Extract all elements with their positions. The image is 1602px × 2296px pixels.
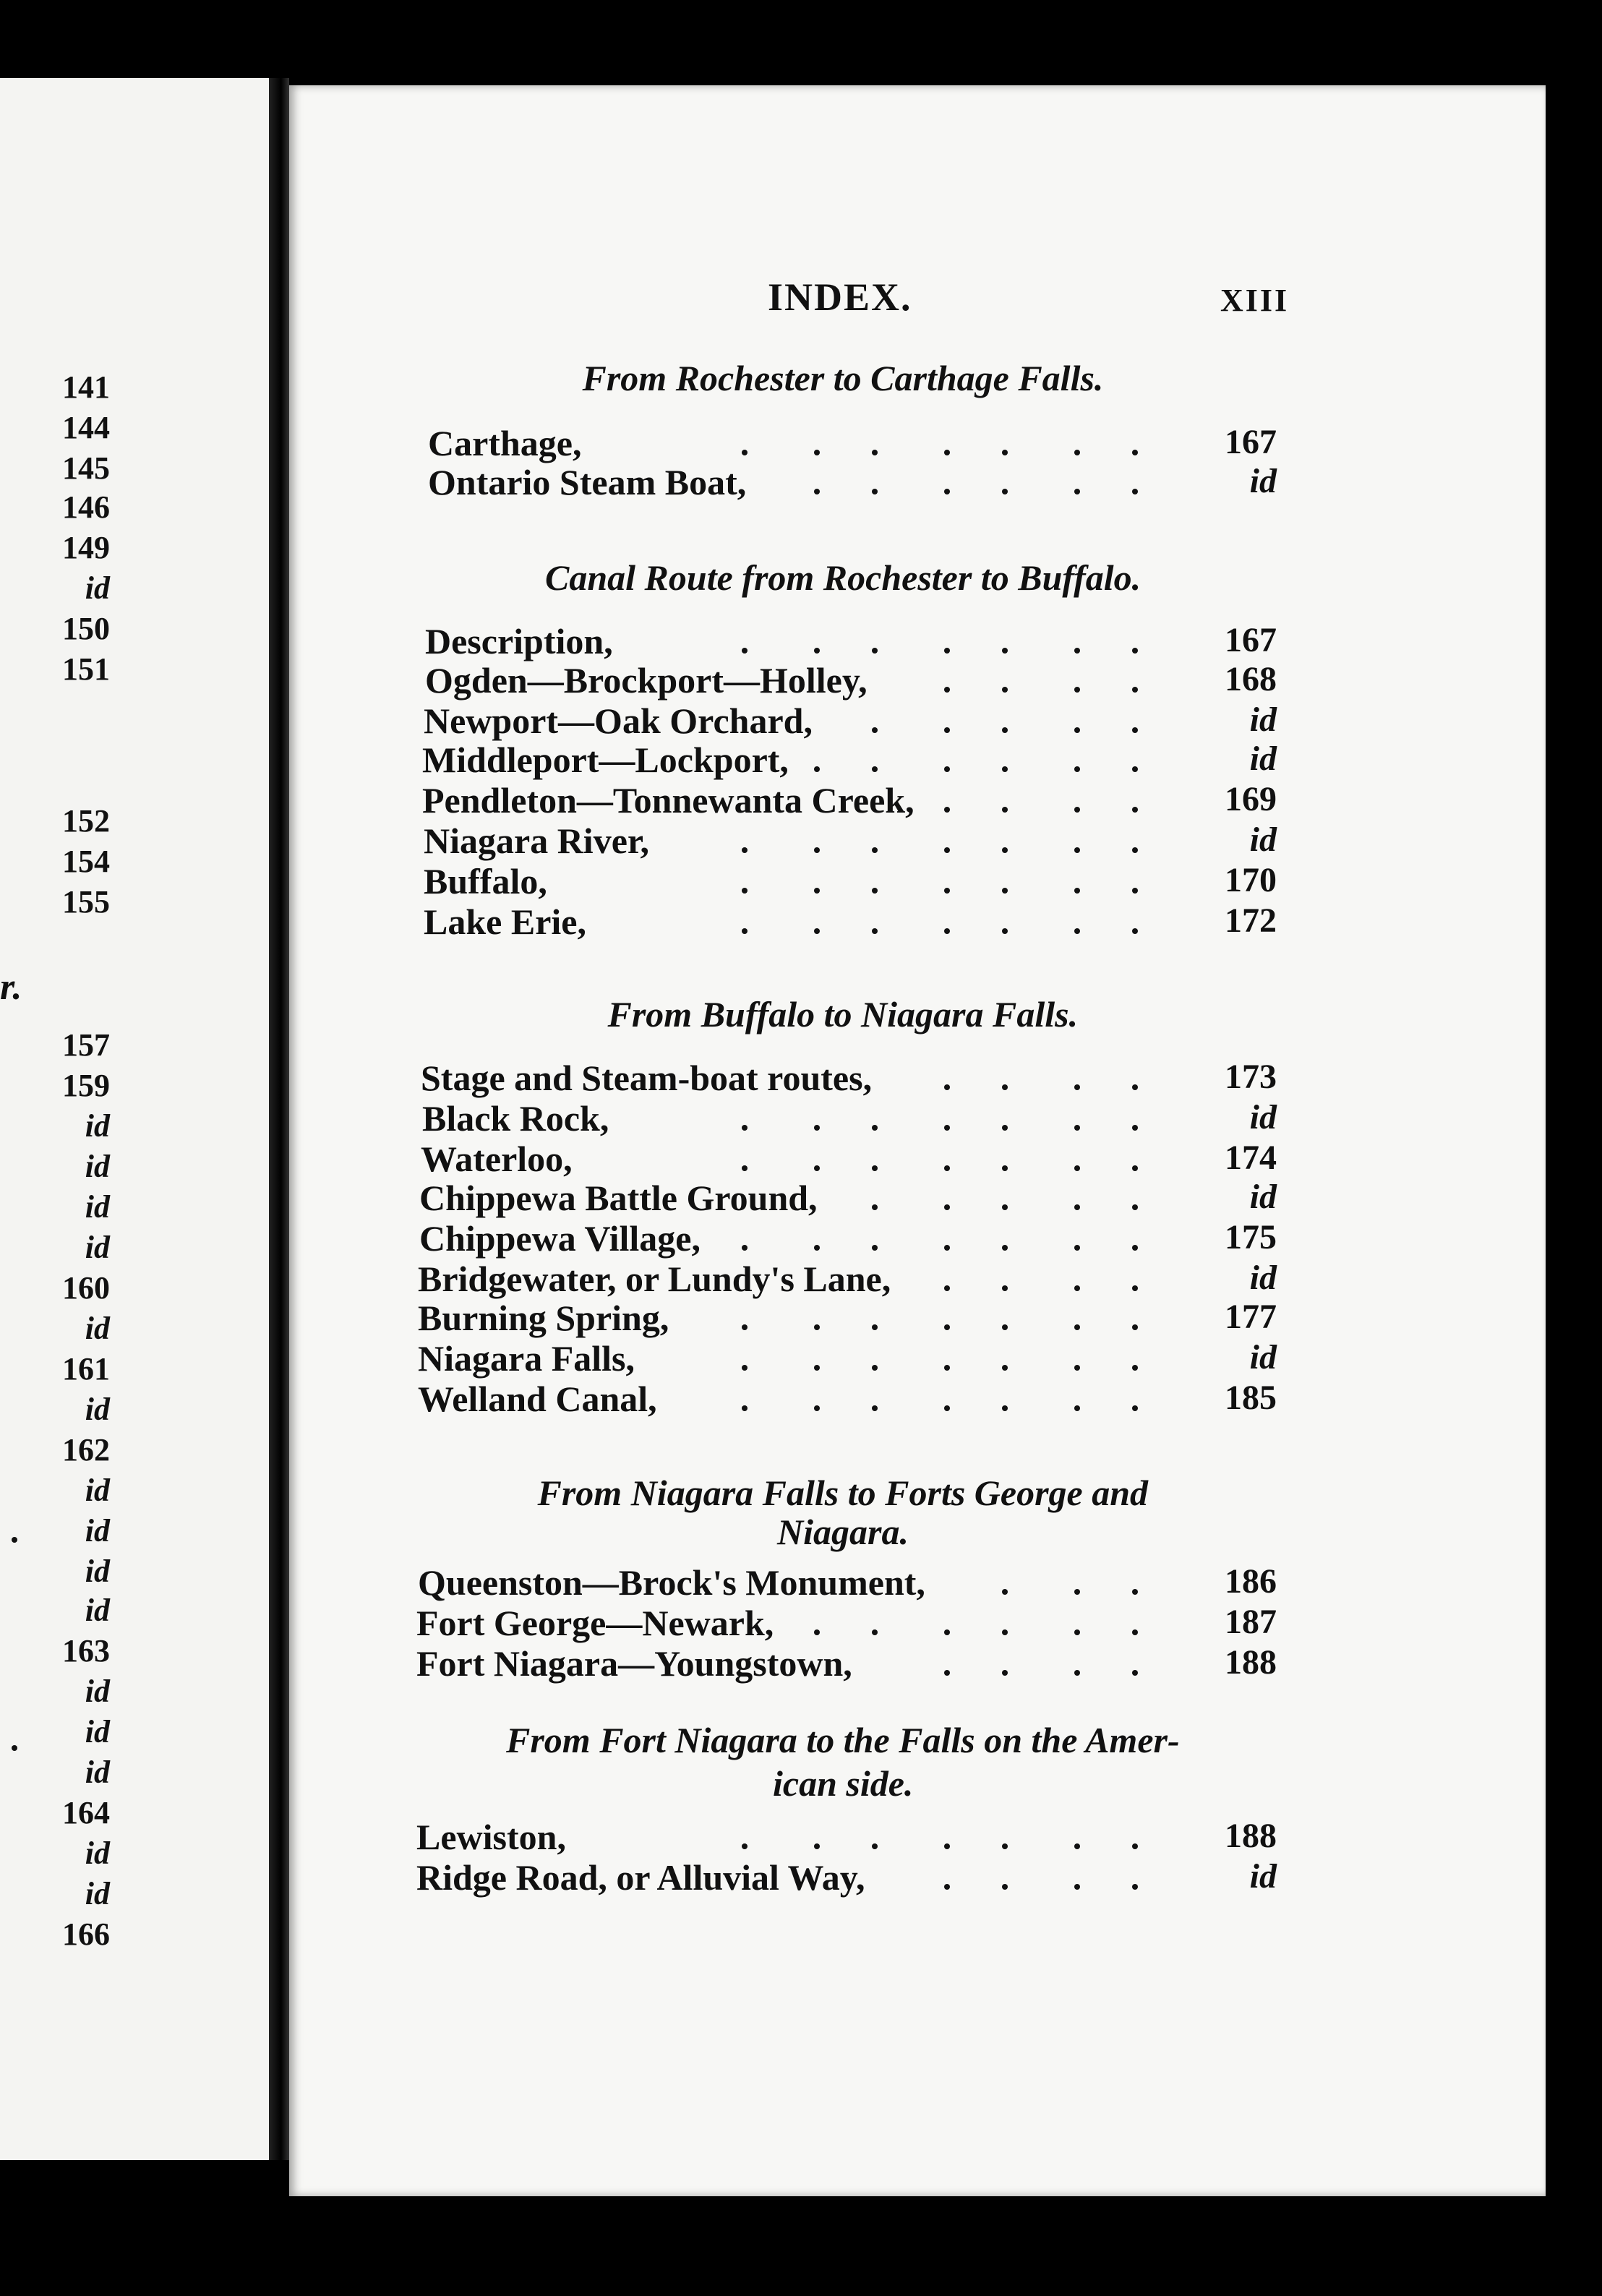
index-entry-page: id: [1249, 701, 1277, 739]
leader-dot: [1132, 1204, 1138, 1210]
index-entry-page: 188: [1225, 1643, 1277, 1682]
leader-dot: [1002, 1629, 1008, 1635]
leader-dot: [872, 1405, 878, 1411]
leader-dot: [1132, 888, 1138, 894]
leader-dot: [1132, 648, 1138, 654]
index-entry-label: Niagara Falls,: [418, 1338, 635, 1379]
left-page-number: 154: [62, 844, 110, 879]
leader-dot: [1132, 1165, 1138, 1171]
leader-dot: [1074, 928, 1080, 934]
leader-dot: [1002, 807, 1008, 813]
running-head: INDEX.: [768, 275, 912, 319]
leader-dot: [1074, 648, 1080, 654]
leader-dot: [1074, 1125, 1080, 1131]
leader-dot: [1074, 687, 1080, 693]
leader-dot: [872, 847, 878, 853]
index-entry-page: 167: [1225, 423, 1277, 461]
leader-dot: [944, 489, 950, 494]
left-page-number: id: [85, 1593, 110, 1628]
leader-dot: [872, 1245, 878, 1251]
leader-dot: [1074, 766, 1080, 772]
leader-dot: [1002, 1084, 1008, 1090]
left-page-number: id: [85, 1108, 110, 1144]
left-page-number: 144: [62, 410, 110, 445]
index-entry-page: id: [1249, 1338, 1277, 1376]
index-entry-label: Chippewa Battle Ground,: [419, 1178, 818, 1218]
leader-dot: [1074, 1204, 1080, 1210]
index-entry-label: Lewiston,: [416, 1817, 566, 1857]
leader-dot: [1002, 1245, 1008, 1251]
section-title: From Buffalo to Niagara Falls.: [607, 994, 1079, 1035]
left-page-number: 145: [62, 450, 110, 486]
left-page-number: 151: [62, 651, 110, 687]
index-entry-page: 172: [1225, 901, 1277, 940]
left-page-number: 141: [62, 369, 110, 405]
left-page-number: 155: [62, 884, 110, 920]
leader-dot: [944, 1405, 950, 1411]
leader-dot: [1074, 1324, 1080, 1330]
left-page-number: id: [85, 1876, 110, 1911]
leader-dot: [814, 1629, 820, 1635]
leader-dot: [814, 928, 820, 934]
leader-dot: [814, 847, 820, 853]
leader-dot: [944, 648, 950, 654]
left-page-number: 166: [62, 1916, 110, 1952]
left-page-number: id: [85, 1189, 110, 1225]
left-page-number: id: [85, 1755, 110, 1790]
leader-dot: [814, 888, 820, 894]
leader-dot: [814, 1165, 820, 1171]
index-entry-page: 170: [1225, 861, 1277, 899]
index-entry-page: 177: [1225, 1298, 1277, 1336]
leader-dot: [944, 727, 950, 733]
leader-dot: [944, 807, 950, 813]
leader-dot: [1074, 888, 1080, 894]
index-entry-page: 167: [1225, 621, 1277, 659]
left-page-number: 163: [62, 1633, 110, 1669]
index-entry-label: Waterloo,: [421, 1139, 573, 1179]
index-entry-label: Bridgewater, or Lundy's Lane,: [418, 1259, 891, 1299]
leader-dot: [1074, 1165, 1080, 1171]
section-title: From Rochester to Carthage Falls.: [582, 358, 1104, 398]
leader-dot: [1002, 766, 1008, 772]
leader-dot: [814, 1405, 820, 1411]
leader-dot: [814, 1365, 820, 1371]
leader-dot: [1132, 1670, 1138, 1676]
leader-dot: [944, 766, 950, 772]
leader-dot: [742, 1245, 748, 1251]
leader-dot: [1002, 1405, 1008, 1411]
page-folio: XIII: [1220, 283, 1290, 318]
leader-dot: [1132, 1843, 1138, 1849]
left-page-number: 152: [62, 803, 110, 839]
leader-dot: [1002, 1365, 1008, 1371]
leader-dot: [944, 450, 950, 455]
leader-dot: [1074, 1843, 1080, 1849]
left-page-number: id: [85, 1230, 110, 1265]
left-page-number: id: [85, 1714, 110, 1749]
leader-dot: [1002, 888, 1008, 894]
index-entry-label: Newport—Oak Orchard,: [424, 701, 813, 741]
left-page-number: id: [85, 1473, 110, 1508]
leader-dot: [1002, 1589, 1008, 1595]
leader-dot: [1132, 1084, 1138, 1090]
left-page-number: id: [85, 1835, 110, 1871]
left-page-number: 162: [62, 1432, 110, 1468]
leader-dot: [814, 1843, 820, 1849]
leader-dot: [872, 450, 878, 455]
left-page-number: 157: [62, 1027, 110, 1063]
leader-dot: [1132, 1285, 1138, 1291]
section-title: Niagara.: [777, 1512, 909, 1552]
left-page-number: 150: [62, 611, 110, 646]
leader-dot: [944, 1843, 950, 1849]
leader-dot: [742, 1165, 748, 1171]
leader-dot: [1132, 928, 1138, 934]
leader-dot: [944, 1285, 950, 1291]
left-page-number: id: [85, 1554, 110, 1589]
leader-dot: [872, 489, 878, 494]
leader-dot: [1132, 687, 1138, 693]
leader-dot: [814, 1245, 820, 1251]
index-entry-label: Burning Spring,: [418, 1298, 669, 1338]
leader-dot: [1132, 1365, 1138, 1371]
section-title: From Fort Niagara to the Falls on the Amer-: [506, 1720, 1180, 1760]
leader-dot: [944, 1670, 950, 1676]
leader-dot: [814, 1125, 820, 1131]
leader-dot: [1074, 450, 1080, 455]
section-title: Canal Route from Rochester to Buffalo.: [545, 557, 1141, 598]
leader-dot: [872, 1125, 878, 1131]
leader-dot: [1074, 1884, 1080, 1890]
left-page-number: id: [85, 570, 110, 606]
leader-dot: [944, 847, 950, 853]
index-entry-label: Chippewa Village,: [419, 1218, 701, 1259]
leader-dot: [742, 847, 748, 853]
index-entry-page: 175: [1225, 1218, 1277, 1256]
index-entry-page: id: [1249, 1098, 1277, 1136]
left-page-number: id: [85, 1674, 110, 1709]
left-page-number: 161: [62, 1351, 110, 1387]
leader-dot: [1074, 1365, 1080, 1371]
left-page-number: 149: [62, 530, 110, 565]
leader-dot: [742, 1125, 748, 1131]
leader-dot: [944, 1165, 950, 1171]
index-entry-label: Carthage,: [428, 423, 582, 463]
leader-dot: [1002, 1204, 1008, 1210]
leader-dot: [1132, 1405, 1138, 1411]
leader-dot: [1002, 1324, 1008, 1330]
leader-dot: [1132, 1589, 1138, 1595]
index-entry-label: Pendleton—Tonnewanta Creek,: [422, 780, 914, 821]
index-entry-label: Ogden—Brockport—Holley,: [425, 660, 868, 701]
leader-dot: [1132, 1245, 1138, 1251]
index-entry-page: 168: [1225, 660, 1277, 698]
index-entry-label: Welland Canal,: [418, 1379, 657, 1419]
leader-dot: [1074, 1285, 1080, 1291]
leader-dot: [1074, 1589, 1080, 1595]
leader-dot: [1074, 1405, 1080, 1411]
leader-dot: [1002, 1884, 1008, 1890]
index-entry-label: Buffalo,: [424, 861, 547, 901]
leader-dot: [1132, 1884, 1138, 1890]
leader-dot: [944, 928, 950, 934]
left-page-fragment-letter: r.: [0, 967, 22, 1008]
left-page-number: id: [85, 1513, 110, 1548]
left-page-number: 146: [62, 489, 110, 525]
leader-dot: [742, 648, 748, 654]
index-entry-page: 186: [1225, 1562, 1277, 1601]
index-entry-page: 174: [1225, 1139, 1277, 1177]
leader-dot: [814, 450, 820, 455]
leader-dot: [944, 1629, 950, 1635]
index-entry-page: 185: [1225, 1379, 1277, 1417]
leader-dot: [1132, 489, 1138, 494]
index-page: [289, 85, 1546, 2196]
index-entry-label: Ridge Road, or Alluvial Way,: [416, 1857, 865, 1898]
left-page-number: id: [85, 1392, 110, 1427]
left-page-fragment: [0, 78, 269, 2160]
index-entry-label: Stage and Steam-boat routes,: [421, 1058, 873, 1098]
leader-dot: [1132, 766, 1138, 772]
leader-dot: [1132, 1125, 1138, 1131]
book-gutter: [269, 78, 289, 2160]
leader-dot: [1002, 727, 1008, 733]
leader-dot: [944, 888, 950, 894]
left-page-number: 159: [62, 1068, 110, 1103]
leader-dot: [1074, 1629, 1080, 1635]
leader-dot: [872, 928, 878, 934]
leader-dot: [814, 766, 820, 772]
leader-dot: [944, 1204, 950, 1210]
leader-dot: [1132, 807, 1138, 813]
index-entry-page: id: [1249, 740, 1277, 778]
leader-dot: [12, 1537, 17, 1543]
leader-dot: [944, 1884, 950, 1890]
leader-dot: [1074, 489, 1080, 494]
section-title: From Niagara Falls to Forts George and: [537, 1473, 1149, 1513]
index-entry-page: 188: [1225, 1817, 1277, 1855]
left-page-number: 160: [62, 1270, 110, 1306]
leader-dot: [872, 1365, 878, 1371]
index-entry-label: Lake Erie,: [424, 901, 586, 942]
leader-dot: [872, 1843, 878, 1849]
leader-dot: [1002, 1165, 1008, 1171]
leader-dot: [872, 1165, 878, 1171]
leader-dot: [1002, 1125, 1008, 1131]
leader-dot: [944, 1084, 950, 1090]
leader-dot: [1002, 1670, 1008, 1676]
left-page-number: id: [85, 1311, 110, 1346]
leader-dot: [742, 450, 748, 455]
index-entry-label: Niagara River,: [424, 821, 649, 861]
leader-dot: [1002, 847, 1008, 853]
leader-dot: [742, 1843, 748, 1849]
leader-dot: [1132, 1324, 1138, 1330]
index-entry-label: Ontario Steam Boat,: [428, 462, 747, 502]
leader-dot: [1132, 450, 1138, 455]
leader-dot: [872, 766, 878, 772]
leader-dot: [944, 687, 950, 693]
leader-dot: [1074, 1245, 1080, 1251]
leader-dot: [872, 1324, 878, 1330]
leader-dot: [1002, 1843, 1008, 1849]
leader-dot: [1002, 928, 1008, 934]
leader-dot: [1132, 727, 1138, 733]
leader-dot: [1002, 489, 1008, 494]
index-entry-label: Middleport—Lockport,: [422, 740, 789, 780]
leader-dot: [742, 888, 748, 894]
leader-dot: [814, 489, 820, 494]
leader-dot: [944, 1365, 950, 1371]
leader-dot: [1074, 1670, 1080, 1676]
leader-dot: [1074, 1084, 1080, 1090]
leader-dot: [742, 1324, 748, 1330]
leader-dot: [742, 1405, 748, 1411]
index-entry-label: Fort George—Newark,: [416, 1603, 774, 1643]
leader-dot: [1002, 450, 1008, 455]
leader-dot: [814, 1324, 820, 1330]
leader-dot: [872, 1629, 878, 1635]
leader-dot: [1074, 807, 1080, 813]
index-entry-page: id: [1249, 821, 1277, 859]
index-entry-page: id: [1249, 462, 1277, 500]
leader-dot: [1002, 687, 1008, 693]
leader-dot: [1002, 1285, 1008, 1291]
index-entry-label: Fort Niagara—Youngstown,: [416, 1643, 852, 1684]
index-entry-label: Description,: [425, 621, 613, 661]
index-entry-label: Queenston—Brock's Monument,: [418, 1562, 925, 1603]
left-page-number: 164: [62, 1795, 110, 1830]
leader-dot: [944, 1324, 950, 1330]
leader-dot: [872, 888, 878, 894]
leader-dot: [872, 1204, 878, 1210]
leader-dot: [944, 1125, 950, 1131]
leader-dot: [814, 648, 820, 654]
leader-dot: [1074, 847, 1080, 853]
index-entry-page: 173: [1225, 1058, 1277, 1096]
left-page-number: id: [85, 1149, 110, 1184]
index-entry-page: 169: [1225, 780, 1277, 818]
index-entry-page: id: [1249, 1259, 1277, 1297]
index-entry-page: id: [1249, 1857, 1277, 1896]
index-entry-page: id: [1249, 1178, 1277, 1216]
leader-dot: [742, 1365, 748, 1371]
leader-dot: [1074, 727, 1080, 733]
leader-dot: [1132, 1629, 1138, 1635]
leader-dot: [1002, 648, 1008, 654]
leader-dot: [872, 648, 878, 654]
leader-dot: [12, 1745, 17, 1751]
index-entry-label: Black Rock,: [422, 1098, 609, 1139]
index-entry-page: 187: [1225, 1603, 1277, 1641]
leader-dot: [1132, 847, 1138, 853]
leader-dot: [872, 727, 878, 733]
section-title: ican side.: [773, 1763, 914, 1804]
leader-dot: [944, 1245, 950, 1251]
leader-dot: [742, 928, 748, 934]
